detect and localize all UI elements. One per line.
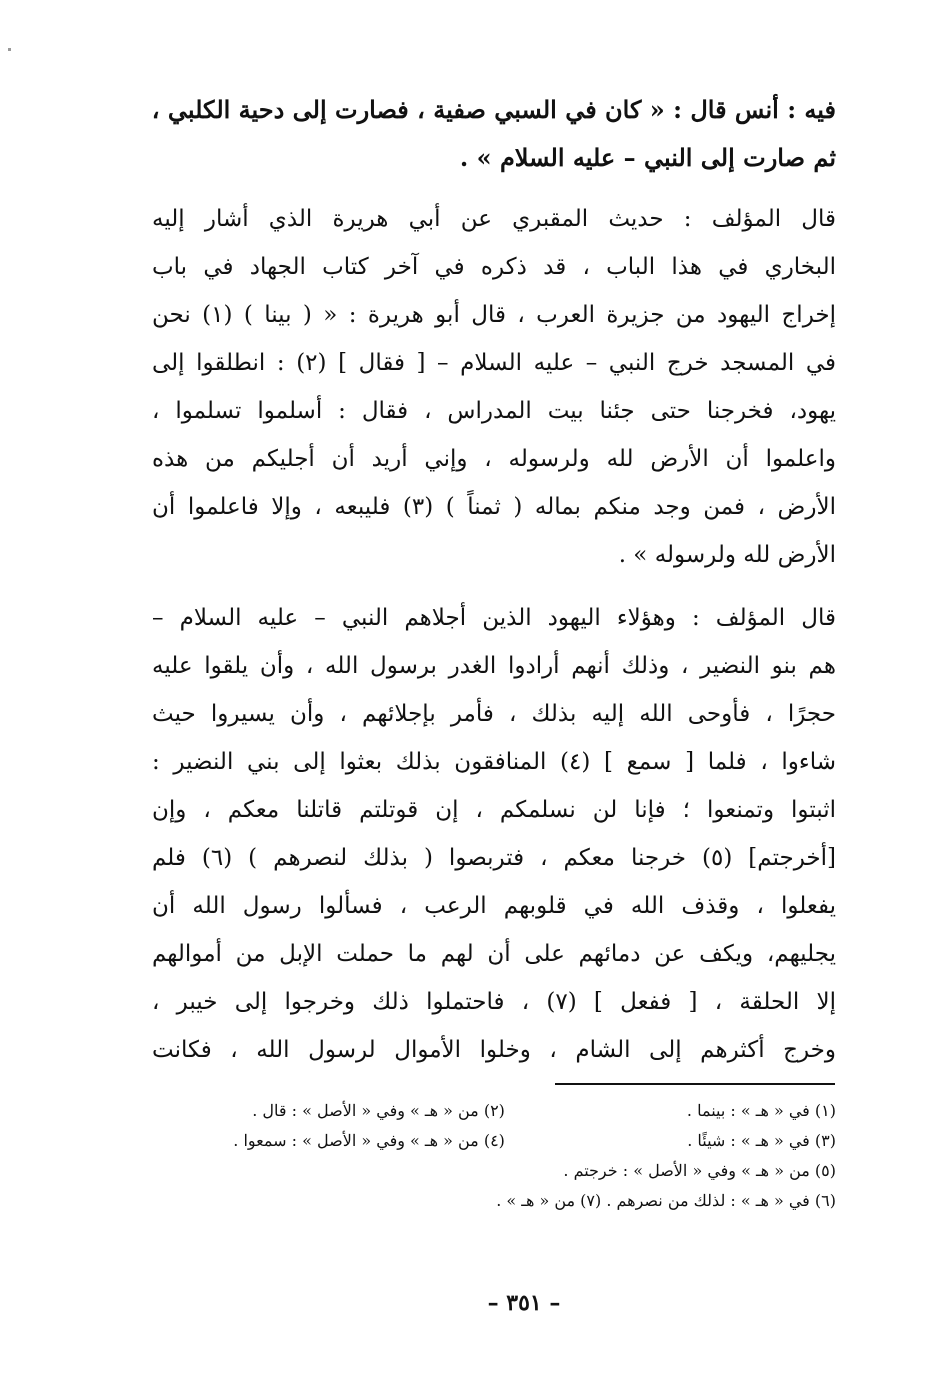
footnote: (٤) من « هـ » وفي « الأصل » : سمعوا . — [233, 1131, 505, 1150]
text-line: في المسجد خرج النبي – عليه السلام – [ فقال ] (٢) : انطلقوا إلى — [152, 350, 836, 376]
paragraph-author-comment-1 — [152, 195, 836, 579]
paragraph-author-comment-2 — [152, 594, 836, 1074]
footnote-divider — [555, 1083, 835, 1085]
text-line: إخراج اليهود من جزيرة العرب ، قال أبو هريرة : « ( بينا ) (١) نحن — [152, 302, 836, 328]
text-line: فيه : أنس قال : « كان في السبي صفية ، فصارت إلى دحية الكلبي ، — [152, 95, 836, 124]
footnote-row — [120, 1186, 836, 1216]
text-line: وخرج أكثرهم إلى الشام ، وخلوا الأموال لرسول الله ، فكانت — [152, 1037, 836, 1063]
paragraph-hadith-excerpt — [152, 86, 836, 182]
text-line: قال المؤلف : حديث المقبري عن أبي هريرة الذي أشار إليه — [152, 206, 836, 232]
text-line: [أخرجتم] (٥) خرجنا معكم ، فتربصوا ( بذلك لنصرهم ) (٦) فلم — [152, 845, 836, 871]
text-line: الأرض لله ولرسوله » . — [618, 542, 836, 568]
footnote: (١) في « هـ » : بينما . — [686, 1101, 836, 1120]
text-line: يهود، فخرجنا حتى جئنا بيت المدراس ، فقال : أسلموا تسلموا ، — [152, 398, 836, 424]
footnote-row — [120, 1156, 836, 1186]
text-line: يجليهم، ويكف عن دمائهم على أن لهم ما حملت الإبل من أموالهم — [152, 941, 836, 967]
footnote: (٢) من « هـ » وفي « الأصل » : قال . — [252, 1101, 505, 1120]
text-line: يفعلوا ، وقذف الله في قلوبهم الرعب ، فسألوا رسول الله أن — [152, 893, 836, 919]
footnote: (٥) من « هـ » وفي « الأصل » : خرجتم . — [563, 1161, 836, 1180]
footnote: (٣) في « هـ » : شيئًا . — [687, 1131, 836, 1150]
footnotes — [120, 1096, 836, 1216]
text-line: شاءوا ، فلما [ سمع ] (٤) المنافقون بذلك بعثوا إلى بني النضير : — [152, 749, 836, 775]
scan-speck — [8, 48, 11, 51]
footnote-row — [120, 1126, 836, 1156]
text-line: البخاري في هذا الباب ، قد ذكره في آخر كتاب الجهاد في باب — [152, 254, 836, 280]
text-line: الأرض ، فمن وجد منكم بماله ( ثمناً ) (٣) فليبعه ، وإلا فاعلموا أن — [152, 494, 836, 520]
text-line: اثبتوا وتمنعوا ؛ فإنا لن نسلمكم ، إن قوتلتم قاتلنا معكم ، وإن — [152, 797, 836, 823]
text-line: هم بنو النضير ، وذلك أنهم أرادوا الغدر برسول الله ، وأن يلقوا عليه — [152, 653, 836, 679]
footnote: (٦) في « هـ » : لذلك من نصرهم . (٧) من « هـ » . — [496, 1191, 836, 1210]
text-line: ثم صارت إلى النبي – عليه السلام » . — [459, 143, 836, 172]
text-line: قال المؤلف : وهؤلاء اليهود الذين أجلاهم النبي – عليه السلام – — [152, 605, 836, 631]
text-line: واعلموا أن الأرض لله ولرسوله ، وإني أريد أن أجليكم من هذه — [152, 446, 836, 472]
text-line: إلا الحلقة ، [ ففعل ] (٧) ، فاحتملوا ذلك وخرجوا إلى خيبر ، — [152, 989, 836, 1015]
text-line: حجرًا ، فأوحى الله إليه بذلك ، فأمر بإجلائهم ، وأن يسيروا حيث — [152, 701, 836, 727]
footnote-row — [120, 1096, 836, 1126]
page-number: – ٣٥١ – — [487, 1290, 561, 1316]
